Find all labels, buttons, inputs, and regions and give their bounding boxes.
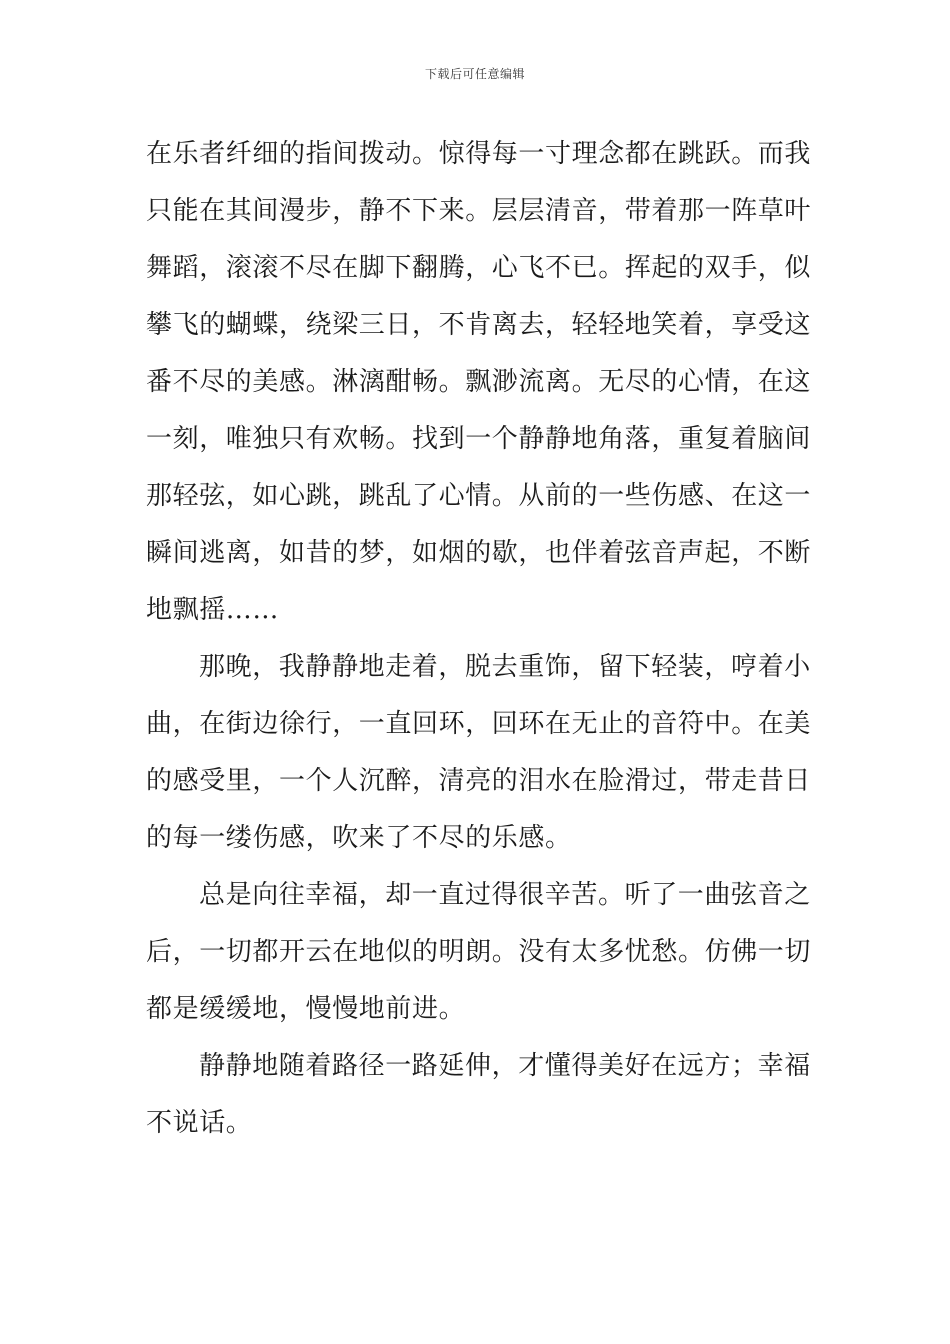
- text-line: 番不尽的美感。淋漓酣畅。飘渺流离。无尽的心情，在这: [146, 367, 812, 397]
- text-line: 那轻弦，如心跳，跳乱了心情。从前的一些伤感、在这一: [146, 481, 812, 511]
- text-line: 都是缓缓地，慢慢地前进。: [146, 994, 466, 1024]
- text-line: 总是向往幸福，却一直过得很辛苦。听了一曲弦音之: [199, 880, 811, 910]
- text-line: 后，一切都开云在地似的明朗。没有太多忧愁。仿佛一切: [146, 937, 812, 967]
- text-line: 只能在其间漫步，静不下来。层层清音，带着那一阵草叶: [146, 196, 812, 226]
- text-line: 不说话。: [146, 1108, 253, 1138]
- text-line: 的每一缕伤感，吹来了不尽的乐感。: [146, 823, 572, 853]
- text-line: 曲，在街边徐行，一直回环，回环在无止的音符中。在美: [146, 709, 812, 739]
- paragraph: [146, 1041, 811, 1155]
- text-line: 攀飞的蝴蝶，绕梁三日，不肯离去，轻轻地笑着，享受这: [146, 310, 812, 340]
- body-text: [146, 129, 812, 1155]
- paragraph: [146, 642, 812, 870]
- text-line: 地飘摇……: [146, 595, 280, 625]
- text-line: 静静地随着路径一路延伸，才懂得美好在远方；幸福: [199, 1051, 811, 1081]
- text-line: 一刻，唯独只有欢畅。找到一个静静地角落，重复着脑间: [146, 424, 812, 454]
- text-line: 舞蹈，滚滚不尽在脚下翻腾，心飞不已。挥起的双手，似: [146, 253, 812, 283]
- text-line: 的感受里，一个人沉醉，清亮的泪水在脸滑过，带走昔日: [146, 766, 812, 796]
- page-header: 下载后可任意编辑: [424, 67, 525, 81]
- text-line: 在乐者纤细的指间拨动。惊得每一寸理念都在跳跃。而我: [146, 139, 812, 169]
- text-line: 瞬间逃离，如昔的梦，如烟的歇，也伴着弦音声起，不断: [146, 538, 812, 568]
- paragraph: [146, 129, 812, 642]
- paragraph: [146, 870, 812, 1041]
- text-line: 那晚，我静静地走着，脱去重饰，留下轻装，哼着小: [199, 652, 811, 682]
